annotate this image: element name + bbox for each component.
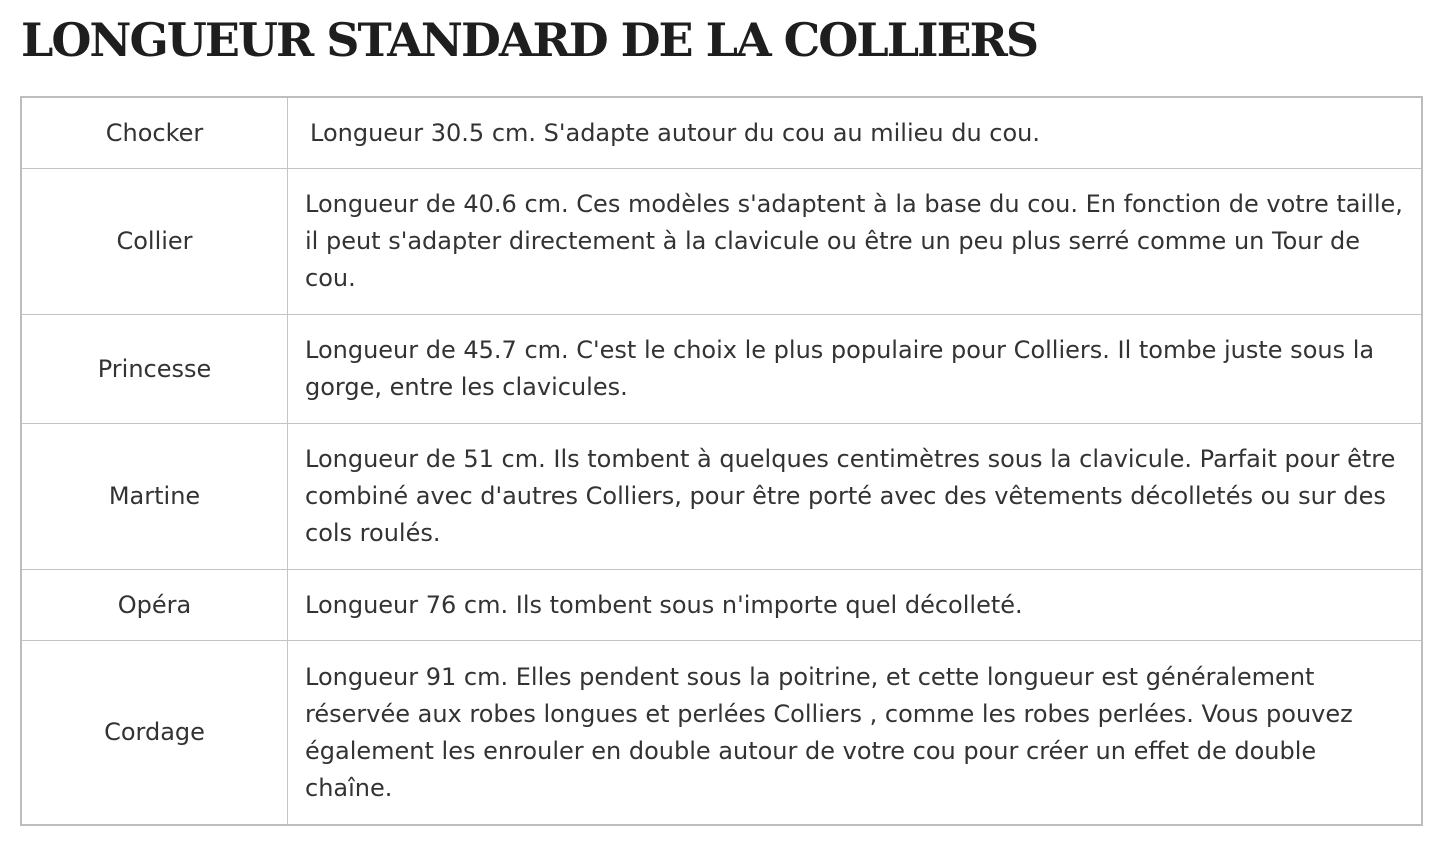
- table-row: [21, 570, 1422, 641]
- table-row: [21, 315, 1422, 424]
- length-name: Chocker: [21, 97, 288, 169]
- length-name: Collier: [21, 169, 288, 315]
- length-description: Longueur de 40.6 cm. Ces modèles s'adaptent à la base du cou. En fonction de votre taille, il peut s'adapter directement à la clavicule ou être un peu plus serré comme un Tour de cou.: [288, 169, 1423, 315]
- table-row: [21, 97, 1422, 169]
- length-name: Opéra: [21, 570, 288, 641]
- length-description: Longueur 76 cm. Ils tombent sous n'importe quel décolleté.: [288, 570, 1423, 641]
- length-description: Longueur 91 cm. Elles pendent sous la poitrine, et cette longueur est généralement réservée aux robes longues et perlées Colliers , comme les robes perlées. Vous pouvez également les enrouler en double autour de votre cou pour créer un effet de double chaîne.: [288, 641, 1423, 826]
- table-row: [21, 641, 1422, 826]
- length-name: Cordage: [21, 641, 288, 826]
- page-title: LONGUEUR STANDARD DE LA COLLIERS: [21, 13, 1038, 67]
- length-description: Longueur de 45.7 cm. C'est le choix le plus populaire pour Colliers. Il tombe juste sous la gorge, entre les clavicules.: [288, 315, 1423, 424]
- length-name: Princesse: [21, 315, 288, 424]
- length-description: Longueur 30.5 cm. S'adapte autour du cou au milieu du cou.: [288, 97, 1423, 169]
- length-name: Martine: [21, 424, 288, 570]
- table-row: [21, 424, 1422, 570]
- necklace-length-table: [20, 96, 1423, 826]
- length-description: Longueur de 51 cm. Ils tombent à quelques centimètres sous la clavicule. Parfait pour être combiné avec d'autres Colliers, pour être porté avec des vêtements décolletés ou sur des cols roulés.: [288, 424, 1423, 570]
- table-row: [21, 169, 1422, 315]
